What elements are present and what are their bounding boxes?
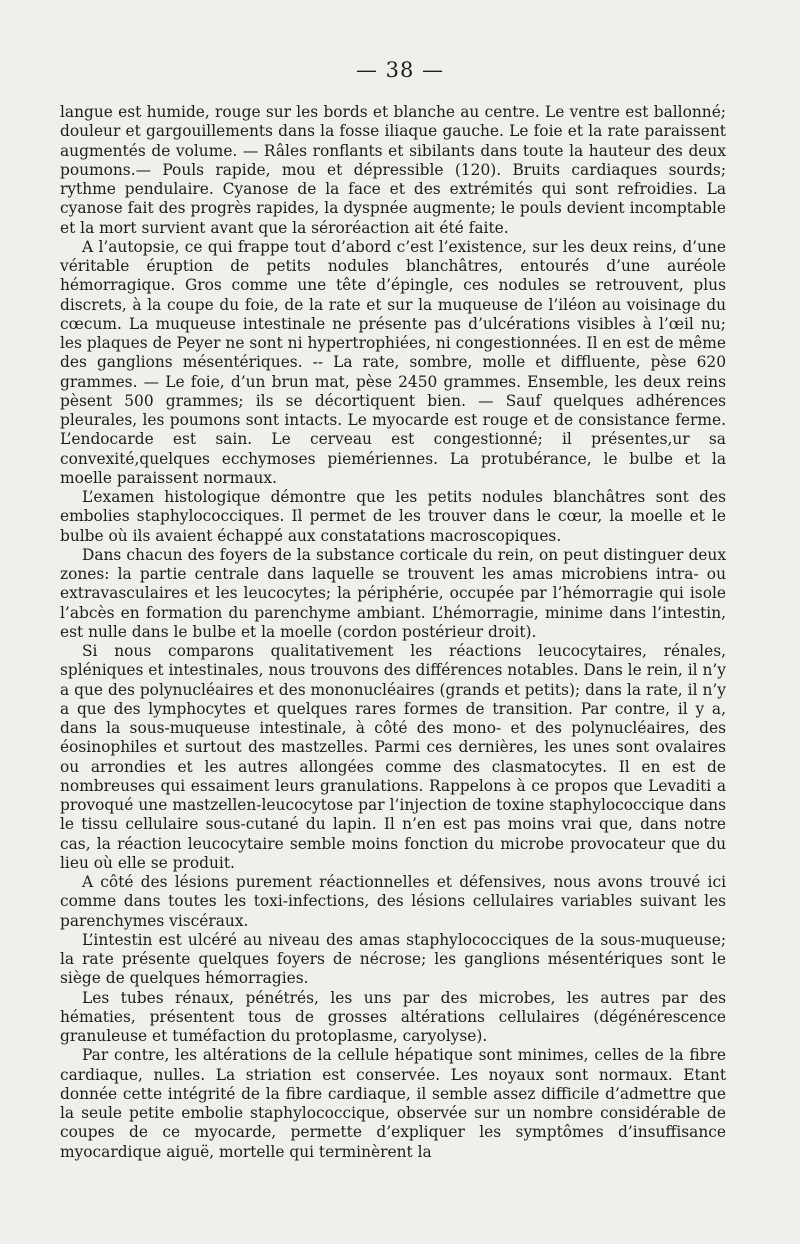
paragraph-6: A côté des lésions purement réactionnelles et défensives, nous avons trouvé ici comme dans toutes les toxi-infections, des lésions cellulaires variables suivant les parenchymes viscéraux. <box>60 873 726 930</box>
paragraph-5: Si nous comparons qualitativement les réactions leucocytaires, rénales, spléniques et intestinales, nous trouvons des différences notables. Dans le rein, il n’y a que des polynucléaires et des mononucléaires (grands et petits); dans la rate, il n’y a que des lymphocytes et quelques rares formes de transition. Par contre, il y a, dans la sous-muqueuse intestinale, à côté des mono- et des polynucléaires, des éosinophiles et surtout des mastzelles. Parmi ces dernières, les unes sont ovalaires ou arrondies et les autres allongées comme des clasmatocytes. Il en est de nombreuses qui essaiment leurs granulations. Rappelons à ce propos que Levaditi a provoqué une mastzellen-leucocytose par l’injection de toxine staphylococcique dans le tissu cellulaire sous-cutané du lapin. Il n’en est pas moins vrai que, dans notre cas, la réaction leucocytaire semble moins fonction du microbe provocateur que du lieu où elle se produit. <box>60 642 726 872</box>
paragraph-2: A l’autopsie, ce qui frappe tout d’abord c’est l’existence, sur les deux reins, d’une véritable éruption de petits nodules blanchâtres, entourés d’une auréole hémorragique. Gros comme une tête d’épingle, ces nodules se retrouvent, plus discrets, à la coupe du foie, de la rate et sur la muqueuse de l’iléon au voisinage du cœcum. La muqueuse intestinale ne présente pas d’ulcérations visibles à l’œil nu; les plaques de Peyer ne sont ni hypertrophiées, ni congestionnées. Il en est de même des ganglions mésentériques. -- La rate, sombre, molle et diffluente, pèse 620 grammes. — Le foie, d’un brun mat, pèse 2450 grammes. Ensemble, les deux reins pèsent 500 grammes; ils se décortiquent bien. — Sauf quelques adhérences pleurales, les poumons sont intacts. Le myocarde est rouge et de consistance ferme. L’endocarde est sain. Le cerveau est congestionné; il présentes,ur sa convexité,quelques ecchymoses piemériennes. La protubérance, le bulbe et la moelle paraissent normaux. <box>60 237 726 487</box>
paragraph-3: L’examen histologique démontre que les petits nodules blanchâtres sont des embolies staphylococciques. Il permet de les trouver dans le cœur, la moelle et le bulbe où ils avaient échappé aux constatations macroscopiques. <box>60 488 726 545</box>
paragraph-7: L’intestin est ulcéré au niveau des amas staphylococciques de la sous-muqueuse; la rate présente quelques foyers de nécrose; les ganglions mésentériques sont le siège de quelques hémorragies. <box>60 930 726 988</box>
paragraph-1: langue est humide, rouge sur les bords et blanche au centre. Le ventre est ballonné; douleur et gargouillements dans la fosse iliaque gauche. Le foie et la rate paraissent augmentés de volume. — Râles ronflants et sibilants dans toute la hauteur des deux poumons.— Pouls rapide, mou et dépressible (120). Bruits cardiaques sourds; rythme pendulaire. Cyanose de la face et des extrémités qui sont refroidies. La cyanose fait des progrès rapides, la dyspnée augmente; le pouls devient incomptable et la mort survient avant que la séroréaction ait été faite. <box>60 103 726 237</box>
paragraph-9: Par contre, les altérations de la cellule hépatique sont minimes, celles de la fibre cardiaque, nulles. La striation est conservée. Les noyaux sont normaux. Etant donnée cette intégrité de la fibre cardiaque, il semble assez difficile d’admettre que la seule petite embolie staphylococcique, observée sur un nombre considérable de coupes de ce myocarde, permette d’expliquer les symptômes d’insuffisance myocardique aiguë, mortelle qui terminèrent la <box>60 1046 726 1161</box>
paragraph-4: Dans chacun des foyers de la substance corticale du rein, on peut distinguer deux zones: la partie centrale dans laquelle se trouvent les amas microbiens intra- ou extravasculaires et les leucocytes; la périphérie, occupée par l’hémorragie qui isole l’abcès en formation du parenchyme ambiant. L’hémorragie, minime dans l’intestin, est nulle dans le bulbe et la moelle (cordon postérieur droit). <box>60 545 726 641</box>
paragraph-8: Les tubes rénaux, pénétrés, les uns par des microbes, les autres par des hématies, présentent tous de grosses altérations cellulaires (dégénérescence granuleuse et tuméfaction du protoplasme, caryolyse). <box>60 988 726 1045</box>
page-number: — 38 — <box>355 58 445 82</box>
body-text <box>60 103 726 1162</box>
